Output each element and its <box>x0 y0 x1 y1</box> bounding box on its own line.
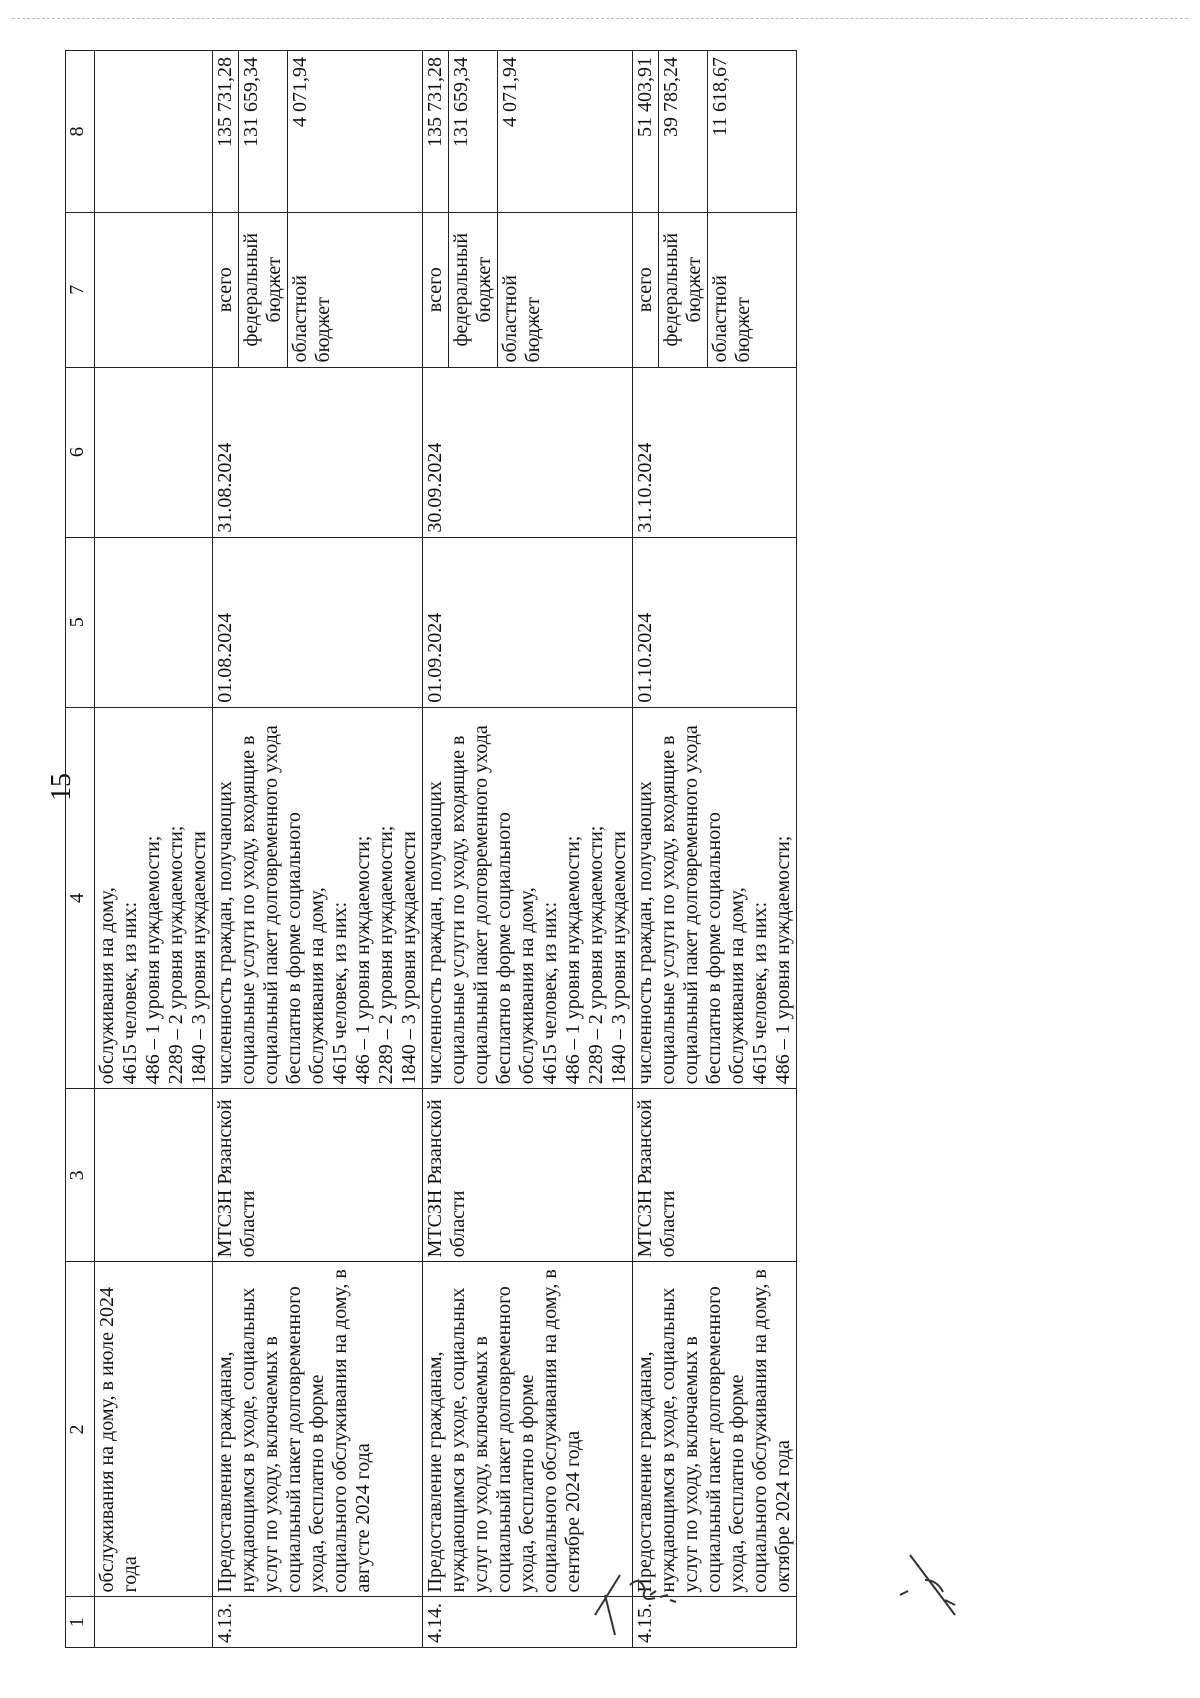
funding-source: всего <box>633 212 659 367</box>
col-header-4: 4 <box>66 707 95 1088</box>
col-header-5: 5 <box>66 537 95 707</box>
row-description: Предоставление гражданам, нуждающимся в уходе, социальных услуг по уходу, включаемых в социальный пакет долговременного ухода, бесплатно в форме социального обслуживания на дому, в октябре 2024 года <box>633 1262 797 1597</box>
funding-amount: 135 731,28 <box>423 51 449 213</box>
funding-source: областной бюджет <box>288 212 423 367</box>
row-executor: МТСЗН Рязанской области <box>633 1089 797 1262</box>
row-description: Предоставление гражданам, нуждающимся в уходе, социальных услуг по уходу, включаемых в социальный пакет долговременного ухода, бесплатно в форме социального обслуживания на дому, в августе 2024 года <box>213 1262 423 1597</box>
table-row <box>423 51 449 1648</box>
funding-source: всего <box>213 212 239 367</box>
row-executor: МТСЗН Рязанской области <box>213 1089 423 1262</box>
row-end-date: 30.09.2024 <box>423 367 633 537</box>
funding-amount: 11 618,67 <box>708 51 797 213</box>
col-header-2: 2 <box>66 1262 95 1597</box>
col-header-6: 6 <box>66 367 95 537</box>
row-end-date: 31.08.2024 <box>213 367 423 537</box>
col-header-8: 8 <box>66 51 95 213</box>
row-indicator: численность граждан, получающих социальные услуги по уходу, входящие в социальный пакет долговременного ухода бесплатно в форме социального обслуживания на дому, 4615 человек, из них: 486 – 1 уровня нуждаемости; 2289 – 2 уровня нуждаемости; 1840 – 3 уровня нуждаемости <box>213 707 423 1088</box>
row-indicator: численность граждан, получающих социальные услуги по уходу, входящие в социальный пакет долговременного ухода бесплатно в форме социального обслуживания на дому, 4615 человек, из них: 486 – 1 уровня нуждаемости; <box>633 707 797 1088</box>
row-start-date: 01.10.2024 <box>633 537 797 707</box>
col-header-7: 7 <box>66 212 95 367</box>
funding-amount: 4 071,94 <box>288 51 423 213</box>
funding-source: федеральный бюджет <box>659 212 708 367</box>
row-executor: МТСЗН Рязанской области <box>423 1089 633 1262</box>
continuation-description: обслуживания на дому, в июле 2024 года <box>95 1262 213 1597</box>
funding-amount: 131 659,34 <box>449 51 498 213</box>
funding-amount: 135 731,28 <box>213 51 239 213</box>
plan-table <box>65 50 797 1648</box>
signature-mark-2 <box>890 1545 980 1625</box>
funding-source: федеральный бюджет <box>449 212 498 367</box>
rotated-table-container <box>65 50 1105 1648</box>
col-header-3: 3 <box>66 1089 95 1262</box>
funding-amount: 4 071,94 <box>498 51 633 213</box>
row-number: 4.13. <box>213 1597 423 1648</box>
table-row <box>633 51 659 1648</box>
page-number: 15 <box>46 773 77 801</box>
row-start-date: 01.08.2024 <box>213 537 423 707</box>
row-start-date: 01.09.2024 <box>423 537 633 707</box>
table-row <box>213 51 239 1648</box>
continuation-indicator: обслуживания на дому, 4615 человек, из них: 486 – 1 уровня нуждаемости; 2289 – 2 уровня нуждаемости; 1840 – 3 уровня нуждаемости <box>95 707 213 1088</box>
header-row <box>66 51 95 1648</box>
row-description: Предоставление гражданам, нуждающимся в уходе, социальных услуг по уходу, включаемых в социальный пакет долговременного ухода, бесплатно в форме социального обслуживания на дому, в сентябре 2024 года <box>423 1262 633 1597</box>
funding-amount: 39 785,24 <box>659 51 708 213</box>
signature-mark <box>575 1555 695 1645</box>
page-top-border <box>12 18 1188 19</box>
funding-source: областной бюджет <box>498 212 633 367</box>
funding-source: федеральный бюджет <box>239 212 288 367</box>
funding-amount: 131 659,34 <box>239 51 288 213</box>
funding-source: областной бюджет <box>708 212 797 367</box>
row-number: 4.14. <box>423 1597 633 1648</box>
funding-amount: 51 403,91 <box>633 51 659 213</box>
funding-source: всего <box>423 212 449 367</box>
row-indicator: численность граждан, получающих социальные услуги по уходу, входящие в социальный пакет долговременного ухода бесплатно в форме социального обслуживания на дому, 4615 человек, из них: 486 – 1 уровня нуждаемости; 2289 – 2 уровня нуждаемости; 1840 – 3 уровня нуждаемости <box>423 707 633 1088</box>
row-end-date: 31.10.2024 <box>633 367 797 537</box>
row-number: 4.15. <box>633 1597 797 1648</box>
col-header-1: 1 <box>66 1597 95 1648</box>
continuation-row <box>95 51 213 1648</box>
